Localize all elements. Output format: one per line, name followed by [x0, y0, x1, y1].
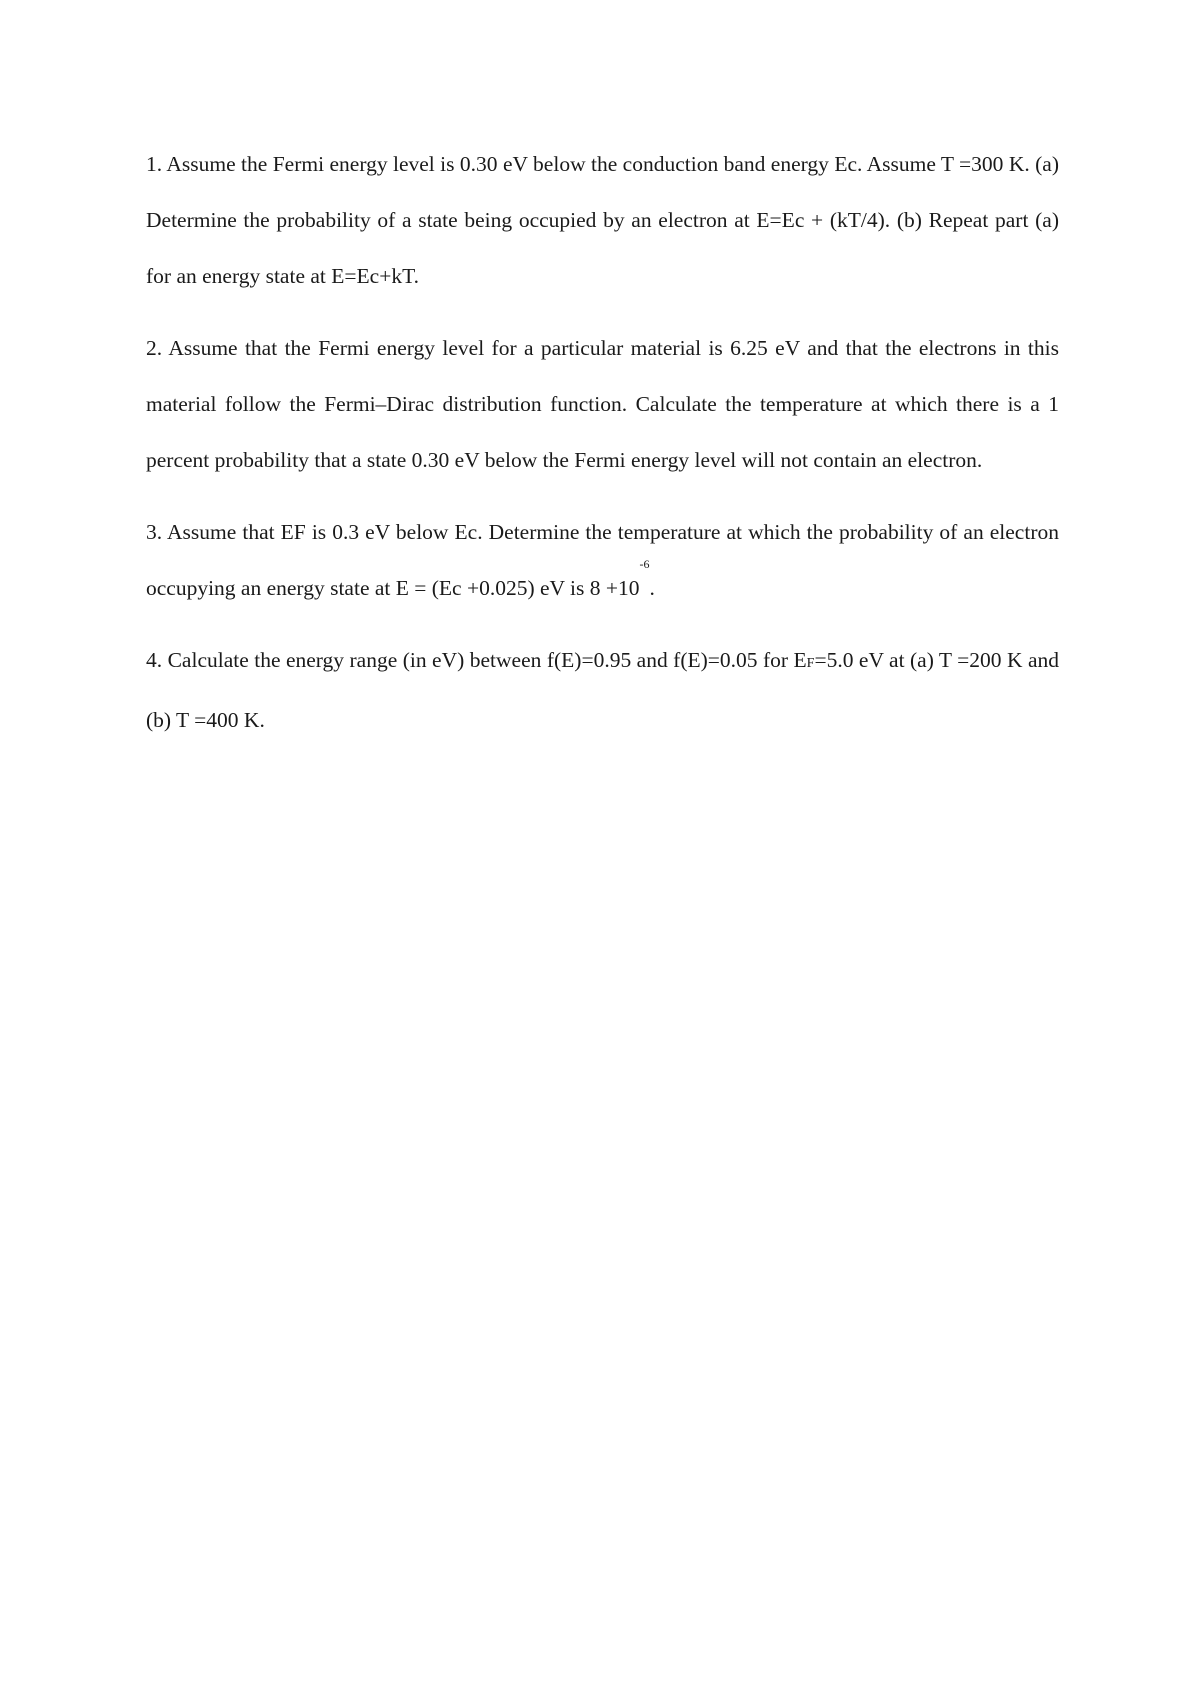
problem-3-text: Assume that EF is 0.3 eV below Ec. Determine the temperature at which the probability of an electron occupying an energy state at E = (Ec +0.025) eV is 8 +10 — [146, 520, 1059, 600]
problem-3-text-end: . — [649, 576, 655, 600]
problem-2-number: 2. — [146, 336, 163, 360]
problem-4-number: 4. — [146, 648, 163, 672]
problem-list — [146, 136, 1059, 764]
problem-2-text: Assume that the Fermi energy level for a particular material is 6.25 eV and that the electrons in this material follow the Fermi–Dirac distribution function. Calculate the temperature at which there is a 1 percent probability that a state 0.30 eV below the Fermi energy level will not contain an electron. — [146, 336, 1059, 472]
problem-2 — [146, 320, 1059, 488]
problem-4 — [146, 632, 1059, 748]
problem-3-number: 3. — [146, 520, 163, 544]
problem-1 — [146, 136, 1059, 304]
problem-1-text: Assume the Fermi energy level is 0.30 eV below the conduction band energy Ec. Assume T =300 K. (a) Determine the probability of a state being occupied by an electron at E=Ec + (kT/4). (b) Repeat part (a) for an energy state at E=Ec+kT. — [146, 152, 1059, 288]
problem-4-text: Calculate the energy range (in eV) between f(E)=0.95 and f(E)=0.05 for E — [167, 648, 807, 672]
problem-3 — [146, 504, 1059, 616]
problem-4-text-end: =5.0 eV at (a) T =200 K and (b) T =400 K. — [146, 648, 1059, 732]
problem-3-exponent: -6 — [639, 557, 650, 571]
problem-4-subscript: F — [806, 656, 815, 671]
problem-1-number: 1. — [146, 152, 163, 176]
